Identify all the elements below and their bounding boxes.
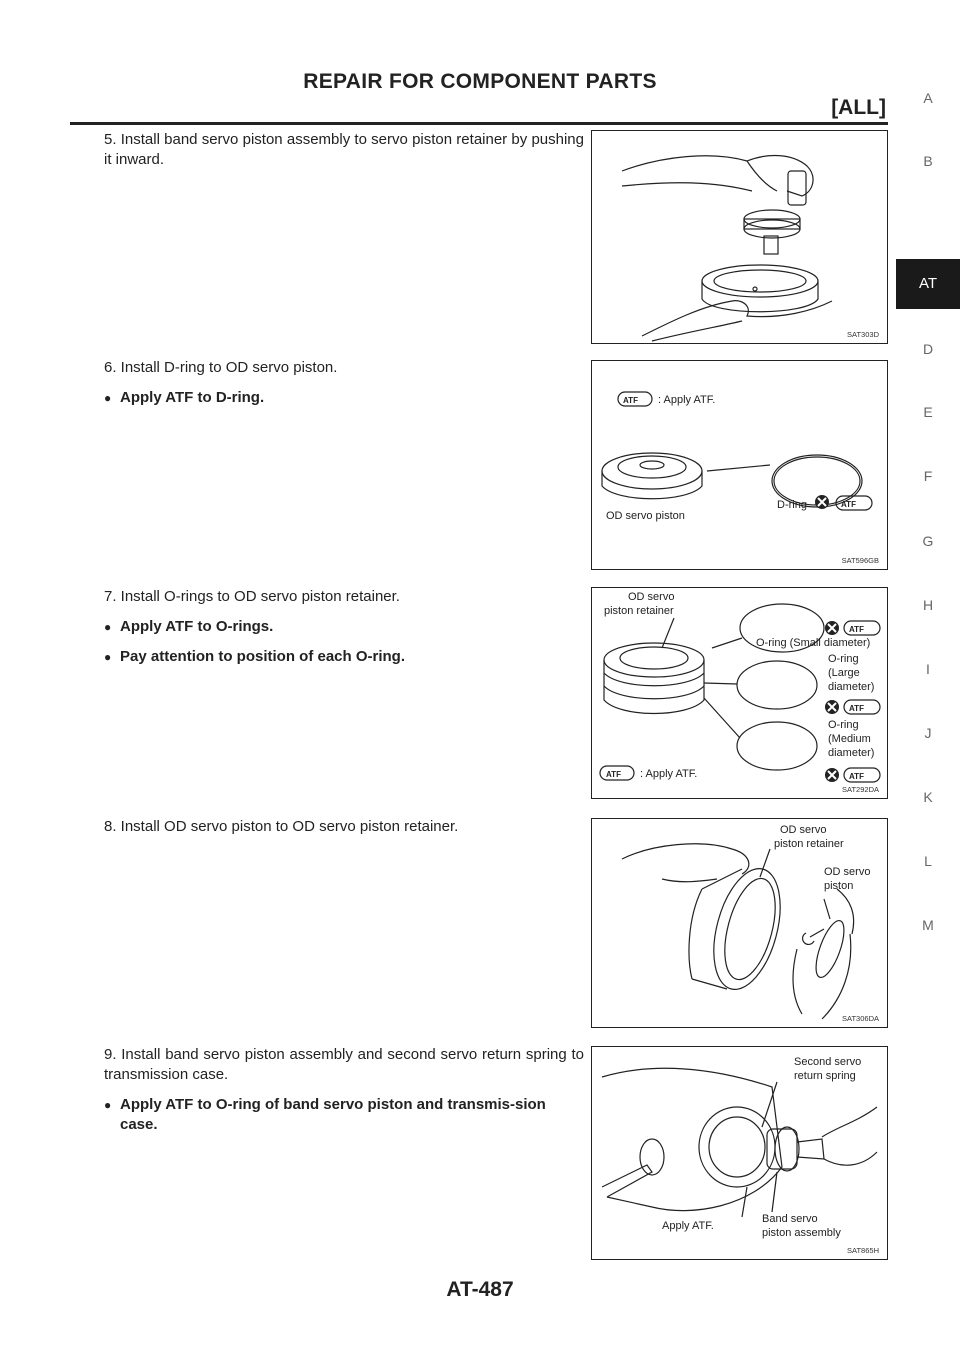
bullet-item: ● Apply ATF to O-ring of band servo piston and transmis-sion case. <box>104 1096 546 1133</box>
step-text: 5. Install band servo piston assembly to servo piston retainer by pushing it inward. <box>104 131 584 168</box>
od-servo-label: OD servo <box>628 591 675 603</box>
atf-symbol: ATF <box>841 500 856 509</box>
o-ring-large-line3: diameter) <box>828 681 875 693</box>
figure-code: SAT303D <box>847 330 879 339</box>
atf-symbol: ATF <box>606 770 621 779</box>
figure-code: SAT306DA <box>842 1014 879 1023</box>
index-tab-m[interactable]: M <box>922 917 934 933</box>
d-ring-illustration <box>592 361 889 571</box>
index-tab-f[interactable]: F <box>923 468 933 484</box>
step-text: 7. Install O-rings to OD servo piston retainer. <box>104 588 400 605</box>
od-servo-piston-illustration <box>592 819 889 1029</box>
index-tab-a[interactable]: A <box>923 90 933 106</box>
figure-sat306da <box>591 818 888 1028</box>
piston-assembly-label: piston assembly <box>762 1227 841 1239</box>
return-spring-label: return spring <box>794 1070 856 1082</box>
o-ring-medium-line3: diameter) <box>828 747 875 759</box>
step-6 <box>74 358 584 408</box>
apply-marker-icon <box>825 700 839 714</box>
index-tab-i[interactable]: I <box>926 661 930 677</box>
step-5 <box>74 130 584 170</box>
index-tab-k[interactable]: K <box>923 789 933 805</box>
o-ring-small-label: O-ring (Small diameter) <box>756 637 871 649</box>
figure-code: SAT596GB <box>841 556 879 565</box>
figure-sat596gb <box>591 360 888 570</box>
o-ring-large-line2: (Large <box>828 667 860 679</box>
step-7 <box>74 587 584 667</box>
atf-symbol: ATF <box>623 396 638 405</box>
step-9 <box>74 1045 584 1135</box>
index-tab-b[interactable]: B <box>923 153 933 169</box>
figure-sat292da <box>591 587 888 799</box>
page-number: AT-487 <box>446 1278 514 1301</box>
index-tab-e[interactable]: E <box>923 404 933 420</box>
step-text: 8. Install OD servo piston to OD servo piston retainer. <box>104 818 459 835</box>
apply-marker-icon <box>825 621 839 635</box>
step-8 <box>74 817 584 837</box>
figure-sat865h <box>591 1046 888 1260</box>
bullet-item: ● Apply ATF to D-ring. <box>104 389 265 406</box>
d-ring-label: D-ring <box>777 499 807 511</box>
second-servo-label: Second servo <box>794 1056 862 1068</box>
figure-code: SAT292DA <box>842 785 879 794</box>
index-tab-h[interactable]: H <box>922 597 934 613</box>
figure-code: SAT865H <box>847 1246 879 1255</box>
apply-atf-label: : Apply ATF. <box>658 394 716 406</box>
apply-atf-label: Apply ATF. <box>662 1220 714 1232</box>
step-text: 9. Install band servo piston assembly and second servo return spring to transmission case. <box>104 1046 584 1083</box>
od-servo-piston-label: OD servo piston <box>606 510 685 522</box>
atf-symbol: ATF <box>849 625 864 634</box>
apply-atf-label: : Apply ATF. <box>640 768 698 780</box>
o-ring-medium-line2: (Medium <box>828 733 871 745</box>
band-servo-label: Band servo <box>762 1213 818 1225</box>
index-tab-j[interactable]: J <box>924 725 932 741</box>
section-tag: [ALL] <box>831 96 886 119</box>
servo-piston-hand-illustration <box>592 131 889 345</box>
page-title: REPAIR FOR COMPONENT PARTS <box>303 70 657 93</box>
step-text: 6. Install D-ring to OD servo piston. <box>104 359 338 376</box>
apply-marker-icon <box>815 495 829 509</box>
od-servo-label-2: OD servo <box>824 866 871 878</box>
o-ring-medium-label: O-ring <box>828 719 859 731</box>
header-divider <box>70 122 888 125</box>
od-servo-label: OD servo <box>780 824 827 836</box>
index-tab-at[interactable]: AT <box>896 259 960 309</box>
transmission-case-illustration <box>592 1047 889 1261</box>
bullet-item: ● Apply ATF to O-rings. <box>104 618 274 635</box>
index-tab-g[interactable]: G <box>922 533 934 549</box>
index-tab-d[interactable]: D <box>922 341 934 357</box>
piston-retainer-label: piston retainer <box>774 838 844 850</box>
piston-retainer-label: piston retainer <box>604 605 674 617</box>
piston-label: piston <box>824 880 854 892</box>
atf-symbol: ATF <box>849 704 864 713</box>
index-tab-l[interactable]: L <box>924 853 932 869</box>
atf-symbol: ATF <box>849 772 864 781</box>
o-ring-large-label: O-ring <box>828 653 859 665</box>
figure-sat303d <box>591 130 888 344</box>
bullet-item: ● Pay attention to position of each O-ring. <box>104 648 406 665</box>
apply-marker-icon <box>825 768 839 782</box>
o-rings-illustration <box>592 588 889 800</box>
